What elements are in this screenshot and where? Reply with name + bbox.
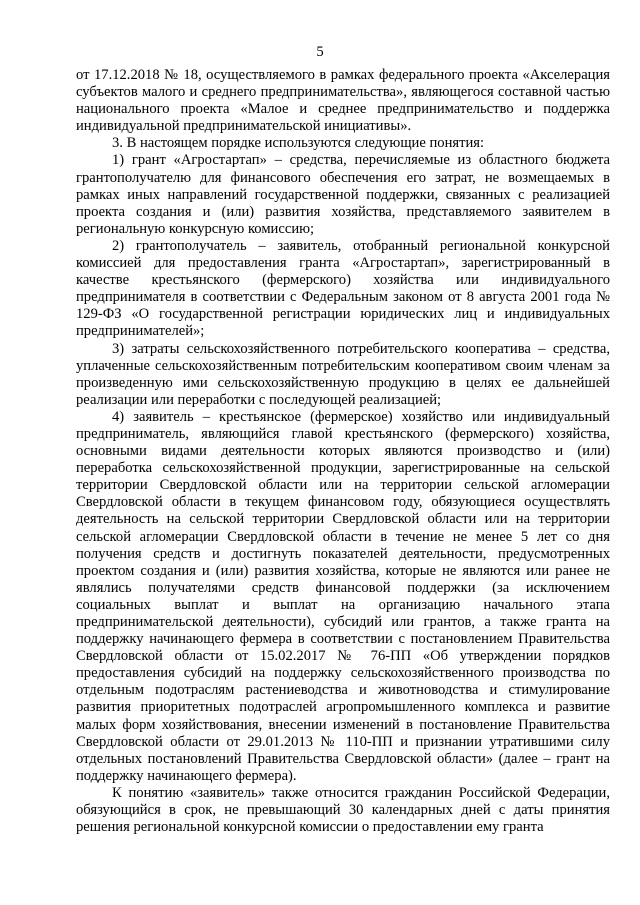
paragraph-applicant-extension: К понятию «заявитель» также относится гражданин Российской Федерации, обязующийся в срок, не превышающий 30 календарных дней с даты принятия решения региональной конкурсной комиссии о предоставлении ему гранта	[76, 784, 610, 836]
document-body	[76, 67, 610, 836]
paragraph-definition-applicant: 4) заявитель – крестьянское (фермерское) хозяйство или индивидуальный предприниматель, являющийся главой крестьянского (фермерского) хозяйства, основными видами деятельности которых являются производство и (или) переработка сельскохозяйственной продукции, зарегистрированные на сельской территории Свердловской области или на территории сельской агломерации Свердловской области в текущем финансовом году, обязующиеся осуществлять деятельность на сельской территории Свердловской области или на территории сельской агломерации Свердловской области в течение не менее 5 лет со дня получения средств и достигнуть показателей деятельности, предусмотренных проектом создания и (или) развития хозяйства, которые не являются или ранее не являлись получателями средств финансовой поддержки (за исключением социальных выплат и выплат на организацию начального этапа предпринимательской деятельности), субсидий или грантов, а также гранта на поддержку начинающего фермера в соответствии с постановлением Правительства Свердловской области от 15.02.2017 № 76-ПП «Об утверждении порядков предоставления субсидий на поддержку сельскохозяйственного производства по отдельным подотраслям растениеводства и животноводства и стимулирование развития приоритетных подотраслей агропромышленного комплекса и развитие малых форм хозяйствования, внесении изменений в постановление Правительства Свердловской области от 29.01.2013 № 110-ПП и признании утратившими силу отдельных постановлений Правительства Свердловской области» (далее – грант на поддержку начинающего фермера).	[76, 408, 610, 784]
paragraph-definition-costs: 3) затраты сельскохозяйственного потребительского кооператива – средства, уплаченные сельскохозяйственным потребительским кооперативом своим членам за произведенную ими сельскохозяйственную продукцию в целях ее дальнейшей реализации или переработки с последующей реализацией;	[76, 340, 610, 408]
paragraph-definitions-intro: 3. В настоящем порядке используются следующие понятия:	[112, 135, 485, 152]
page-number: 5	[316, 44, 324, 60]
paragraph-definition-grantee: 2) грантополучатель – заявитель, отобранный региональной конкурсной комиссией для предоставления гранта «Агростартап», зарегистрированный в качестве крестьянского (фермерского) хозяйства или индивидуального предпринимателя в соответствии с Федеральным законом от 8 августа 2001 года № 129-ФЗ «О государственной регистрации юридических лиц и индивидуальных предпринимателей»;	[76, 237, 610, 340]
paragraph-definition-grant: 1) грант «Агростартап» – средства, перечисляемые из областного бюджета грантополучателю для финансового обеспечения его затрат, не возмещаемых в рамках иных направлений государственной поддержки, связанных с реализацией проекта создания и (или) развития хозяйства, представляемого заявителем в региональную конкурсную комиссию;	[76, 152, 610, 237]
paragraph-continuation: от 17.12.2018 № 18, осуществляемого в рамках федерального проекта «Акселерация субъектов малого и среднего предпринимательства», являющегося составной частью национального проекта «Малое и среднее предпринимательство и поддержка индивидуальной предпринимательской инициативы».	[76, 67, 610, 135]
